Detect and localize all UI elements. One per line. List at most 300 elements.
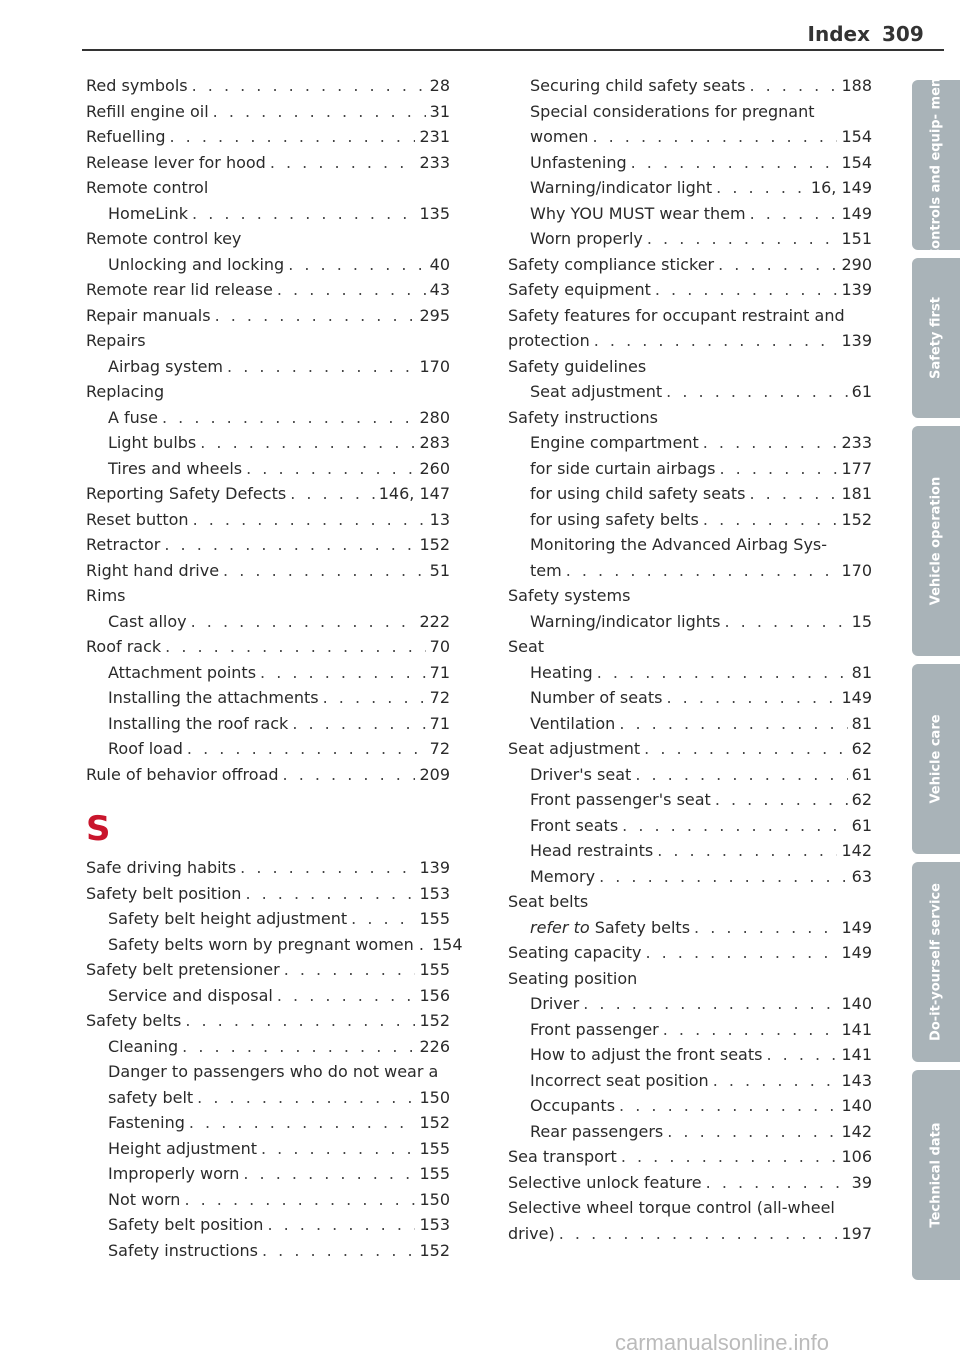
entry-label: Installing the attachments: [108, 688, 319, 707]
leader-dots: [182, 1034, 415, 1060]
leader-dots: [267, 1212, 415, 1238]
index-entry[interactable]: [86, 73, 450, 99]
page-ref[interactable]: 72: [429, 688, 450, 707]
page-ref[interactable]: 40: [429, 254, 450, 274]
leader-dots: [724, 609, 847, 635]
index-entry[interactable]: [508, 1170, 872, 1196]
entry-label: Roof load: [108, 739, 183, 758]
leader-dots: [187, 736, 426, 762]
leader-dots: [292, 711, 425, 737]
entry-label: Number of seats: [530, 688, 663, 707]
index-heading: Seat: [508, 637, 545, 656]
leader-dots: [594, 328, 838, 354]
index-entry[interactable]: [86, 303, 450, 329]
index-entry[interactable]: [86, 507, 450, 533]
leader-dots: [716, 175, 807, 201]
index-heading: Safety systems: [508, 586, 631, 605]
entry-label: Release lever for hood: [86, 152, 266, 172]
page-ref[interactable]: 149: [841, 203, 872, 223]
entry-label: Memory: [530, 866, 596, 886]
leader-dots: [592, 124, 837, 150]
page-ref[interactable]: 154: [841, 152, 872, 172]
entry-label: Ventilation: [530, 713, 616, 733]
index-entry[interactable]: [86, 532, 450, 558]
entry-label: for using child safety seats: [530, 484, 746, 503]
entry-label: Driver: [530, 994, 580, 1013]
leader-dots: [766, 1042, 837, 1068]
index-entry[interactable]: [508, 864, 872, 890]
page-ref[interactable]: 170: [841, 560, 872, 580]
leader-dots: [599, 864, 848, 890]
leader-dots: [223, 558, 426, 584]
entry-label: Safety belts: [86, 1011, 182, 1030]
page-ref[interactable]: 260: [419, 458, 450, 478]
entry-label: Service and disposal: [108, 985, 273, 1005]
leader-dots: [246, 456, 415, 482]
index-entry[interactable]: [86, 1110, 450, 1136]
entry-label: for using safety belts: [530, 509, 699, 529]
page-ref[interactable]: 155: [419, 960, 450, 979]
index-entry[interactable]: [86, 881, 450, 907]
entry-label: Safety belts worn by pregnant women .: [108, 934, 424, 954]
index-entry[interactable]: [86, 456, 450, 482]
cross-reference: refer to: [530, 917, 590, 937]
entry-label: Seat adjustment: [530, 382, 663, 401]
entry-label: Airbag system: [108, 356, 224, 376]
page-ref[interactable]: 155: [419, 1164, 450, 1183]
index-entry[interactable]: [86, 405, 450, 431]
leader-dots: [193, 507, 426, 533]
index-entry[interactable]: [508, 277, 872, 303]
index-entry[interactable]: [508, 481, 872, 507]
index-heading: Safety guidelines: [508, 356, 647, 376]
index-entry[interactable]: [86, 1161, 450, 1187]
entry-label: A fuse: [108, 407, 158, 427]
page-ref[interactable]: 71: [429, 713, 450, 733]
entry-label: Safety equipment: [508, 280, 651, 299]
entry-label: Safety belt position: [86, 883, 242, 903]
page-ref[interactable]: 141: [841, 1019, 872, 1039]
entry-label: Reporting Safety Defects: [86, 484, 287, 503]
page-ref[interactable]: 155: [419, 1138, 450, 1158]
entry-label: [530, 915, 690, 941]
page-ref[interactable]: 153: [419, 883, 450, 903]
tab-label: Vehicle operation: [928, 476, 944, 606]
page-ref[interactable]: 295: [419, 305, 450, 325]
page-ref[interactable]: 142: [841, 841, 872, 860]
index-entry[interactable]: [508, 201, 872, 227]
index-entry[interactable]: [508, 940, 872, 966]
entry-label: Unlocking and locking: [108, 254, 285, 274]
entry-label: drive): [508, 1223, 555, 1243]
entry-label: Safety belt position: [108, 1215, 264, 1234]
page-ref[interactable]: 43: [429, 280, 450, 299]
page-ref[interactable]: 233: [841, 433, 872, 452]
entry-label: How to adjust the front seats: [530, 1045, 763, 1064]
entry-label: Reset button: [86, 509, 189, 529]
index-entry[interactable]: [508, 736, 872, 762]
page-ref[interactable]: 150: [419, 1087, 450, 1107]
index-heading: Replacing: [86, 382, 165, 401]
leader-dots: [621, 1144, 838, 1170]
index-entry[interactable]: [508, 838, 872, 864]
index-heading: Remote control key: [86, 229, 242, 248]
leader-dots: [750, 201, 838, 227]
index-entry[interactable]: [508, 175, 872, 201]
page-ref[interactable]: 16, 149: [810, 178, 872, 197]
entry-label: Repair manuals: [86, 305, 211, 325]
index-entry[interactable]: [508, 507, 872, 533]
tab-label: Controls and equip- ment: [928, 71, 944, 259]
entry-label: Right hand drive: [86, 560, 220, 580]
entry-label: women: [530, 127, 589, 146]
page-ref[interactable]: 151: [841, 229, 872, 248]
section-letter: S: [86, 809, 111, 849]
page-ref[interactable]: 135: [419, 203, 450, 223]
index-entry[interactable]: [508, 609, 872, 635]
leader-dots: [647, 226, 838, 252]
page-ref[interactable]: 152: [841, 509, 872, 529]
index-entry[interactable]: [508, 328, 872, 354]
entry-label: protection: [508, 331, 590, 350]
leader-dots: [213, 99, 426, 125]
entry-label: Worn properly: [530, 229, 643, 248]
page-ref[interactable]: 209: [419, 764, 450, 784]
index-column-left: [86, 73, 463, 1263]
leader-dots: [351, 906, 415, 932]
index-entry[interactable]: [86, 201, 450, 227]
page-ref[interactable]: 72: [429, 739, 450, 758]
leader-dots: [323, 685, 426, 711]
entry-label: HomeLink: [108, 203, 189, 223]
leader-dots: [277, 277, 426, 303]
leader-dots: [270, 150, 416, 176]
index-entry[interactable]: [508, 1119, 872, 1145]
page-ref[interactable]: 231: [419, 127, 450, 146]
index-entry[interactable]: [86, 855, 450, 881]
leader-dots: [619, 1093, 837, 1119]
leader-dots: [197, 1085, 415, 1111]
index-entry[interactable]: [508, 430, 872, 456]
page-ref[interactable]: 140: [841, 994, 872, 1013]
page-ref[interactable]: 152: [419, 1011, 450, 1030]
index-entry[interactable]: [86, 277, 450, 303]
page-ref[interactable]: 149: [841, 943, 872, 962]
page-ref[interactable]: 39: [851, 1172, 872, 1192]
tab-controls[interactable]: [912, 71, 960, 259]
entry-label: Safety belt pretensioner: [86, 960, 280, 979]
leader-dots: [277, 983, 416, 1009]
page-ref[interactable]: 233: [419, 152, 450, 172]
index-entry[interactable]: [86, 99, 450, 125]
leader-dots: [262, 1238, 415, 1264]
entry-label: Safety belt height adjustment: [108, 909, 348, 928]
page-ref[interactable]: 31: [429, 101, 450, 121]
page-ref[interactable]: 283: [419, 433, 450, 452]
entry-label: Selective unlock feature: [508, 1172, 702, 1192]
page-ref[interactable]: 152: [419, 1240, 450, 1260]
page-ref[interactable]: 62: [851, 790, 872, 809]
cross-reference-target: Safety belts: [594, 917, 691, 937]
page-ref[interactable]: 154: [841, 127, 872, 146]
leader-dots: [666, 685, 837, 711]
index-heading: Seating position: [508, 968, 638, 988]
page-ref[interactable]: 152: [419, 1113, 450, 1132]
page-ref[interactable]: 149: [841, 917, 872, 937]
index-entry[interactable]: [508, 150, 872, 176]
index-entry[interactable]: [508, 711, 872, 737]
tab-label: Do-it-yourself service: [928, 883, 944, 1041]
index-entry[interactable]: [508, 762, 872, 788]
page-ref[interactable]: 28: [429, 76, 450, 95]
leader-dots: [566, 558, 838, 584]
index-heading: Special considerations for pregnant: [530, 101, 815, 121]
index-heading: Seat belts: [508, 892, 589, 911]
leader-dots: [703, 430, 838, 456]
page-ref[interactable]: 51: [429, 560, 450, 580]
entry-label: Front passenger: [530, 1019, 659, 1039]
leader-dots: [260, 660, 426, 686]
index-entry[interactable]: [86, 481, 450, 507]
index-heading: Safety instructions: [508, 407, 658, 427]
index-entry[interactable]: [508, 1068, 872, 1094]
leader-dots: [619, 711, 847, 737]
index-entry[interactable]: [86, 660, 450, 686]
index-entry[interactable]: [508, 1017, 872, 1043]
index-entry[interactable]: [86, 609, 450, 635]
leader-dots: [192, 73, 426, 99]
page-ref[interactable]: 280: [419, 407, 450, 427]
leader-dots: [243, 1161, 415, 1187]
index-entry[interactable]: [508, 660, 872, 686]
entry-label: Retractor: [86, 535, 161, 554]
leader-dots: [189, 1110, 416, 1136]
page-ref[interactable]: 13: [429, 509, 450, 529]
tab-technical-data[interactable]: [912, 1070, 960, 1280]
index-entry[interactable]: [508, 1093, 872, 1119]
page-ref[interactable]: 61: [851, 382, 872, 401]
index-entry[interactable]: [508, 813, 872, 839]
leader-dots: [200, 430, 415, 456]
page-ref[interactable]: 155: [419, 909, 450, 928]
index-entry[interactable]: [508, 1144, 872, 1170]
leader-dots: [667, 1119, 837, 1145]
leader-dots: [261, 1136, 415, 1162]
index-column-right: [508, 73, 872, 1246]
leader-dots: [185, 1008, 415, 1034]
index-entry[interactable]: [508, 1221, 872, 1247]
index-entry[interactable]: [86, 957, 450, 983]
page-ref[interactable]: 142: [841, 1121, 872, 1141]
page-ref[interactable]: 154: [431, 934, 463, 954]
entry-label: Seat adjustment: [508, 739, 641, 758]
index-entry[interactable]: [508, 252, 872, 278]
index-heading: Safety features for occupant restraint and: [508, 305, 845, 325]
leader-dots: [559, 1221, 838, 1247]
leader-dots: [713, 1068, 838, 1094]
page-ref[interactable]: 156: [419, 985, 450, 1005]
leader-dots: [170, 124, 416, 150]
entry-label: Installing the roof rack: [108, 713, 289, 733]
index-entry[interactable]: [86, 124, 450, 150]
leader-dots: [240, 855, 415, 881]
index-heading: Remote control: [86, 178, 209, 197]
page-ref[interactable]: 222: [419, 611, 450, 631]
leader-dots: [192, 201, 415, 227]
entry-label: Remote rear lid release: [86, 280, 273, 299]
entry-label: Red symbols: [86, 76, 188, 95]
entry-label: Safety instructions: [108, 1240, 258, 1260]
leader-dots: [715, 787, 848, 813]
page-ref[interactable]: 140: [841, 1096, 872, 1115]
index-entry[interactable]: [508, 124, 872, 150]
index-entry[interactable]: [86, 1034, 450, 1060]
index-entry[interactable]: [86, 1085, 450, 1111]
index-entry[interactable]: [508, 1042, 872, 1068]
entry-label: Front passenger's seat: [530, 790, 711, 809]
entry-label: Refill engine oil: [86, 101, 209, 121]
index-entry[interactable]: [508, 456, 872, 482]
index-entry[interactable]: [86, 1238, 450, 1264]
leader-dots: [288, 252, 425, 278]
index-entry[interactable]: [86, 1008, 450, 1034]
index-entry[interactable]: [86, 1187, 450, 1213]
index-entry[interactable]: [86, 150, 450, 176]
tab-vehicle-operation[interactable]: [912, 426, 960, 656]
index-heading: Selective wheel torque control (all-wheel: [508, 1198, 835, 1217]
index-entry[interactable]: [508, 226, 872, 252]
tab-do-it-yourself[interactable]: [912, 862, 960, 1062]
entry-label: Cast alloy: [108, 611, 187, 631]
entry-label: Warning/indicator lights: [530, 611, 721, 631]
page-ref[interactable]: 188: [841, 76, 872, 95]
index-entry[interactable]: [508, 558, 872, 584]
page-ref[interactable]: 170: [419, 356, 450, 376]
index-entry[interactable]: [86, 1212, 450, 1238]
leader-dots: [645, 940, 837, 966]
leader-dots: [718, 252, 837, 278]
entry-label: Seating capacity: [508, 943, 642, 962]
leader-dots: [750, 481, 838, 507]
entry-label: Heating: [530, 662, 593, 682]
page-ref[interactable]: 150: [419, 1189, 450, 1209]
page-ref[interactable]: 139: [841, 331, 872, 350]
entry-label: Not worn: [108, 1189, 181, 1209]
page-ref[interactable]: 177: [841, 458, 872, 478]
index-entry[interactable]: [86, 983, 450, 1009]
page-ref[interactable]: 106: [841, 1147, 872, 1166]
entry-label: Height adjustment: [108, 1138, 257, 1158]
index-entry[interactable]: [508, 73, 872, 99]
leader-dots: [644, 736, 847, 762]
page-ref[interactable]: 62: [851, 739, 872, 758]
page-ref[interactable]: 152: [419, 535, 450, 554]
leader-dots: [191, 609, 416, 635]
index-entry[interactable]: [508, 685, 872, 711]
page-ref[interactable]: 141: [841, 1045, 872, 1064]
tab-safety[interactable]: [912, 258, 960, 418]
page-ref[interactable]: 290: [841, 254, 872, 274]
entry-label: safety belt: [108, 1087, 194, 1107]
entry-label: for side curtain airbags: [530, 458, 716, 478]
tab-label: Technical data: [928, 1122, 944, 1228]
entry-label: Attachment points: [108, 662, 257, 682]
index-entry[interactable]: [508, 915, 872, 941]
index-entry[interactable]: [86, 252, 450, 278]
leader-dots: [703, 507, 838, 533]
entry-label: Safe driving habits: [86, 858, 237, 877]
leader-dots: [227, 354, 415, 380]
index-entry[interactable]: [86, 711, 450, 737]
entry-label: Improperly worn: [108, 1164, 240, 1183]
page-number: 309: [882, 22, 924, 46]
leader-dots: [749, 73, 837, 99]
entry-label: Tires and wheels: [108, 458, 243, 478]
index-entry[interactable]: [86, 906, 450, 932]
entry-label: Rear passengers: [530, 1121, 664, 1141]
page-ref[interactable]: 143: [841, 1070, 872, 1090]
entry-label: Securing child safety seats: [530, 76, 746, 95]
leader-dots: [162, 405, 415, 431]
tab-vehicle-care[interactable]: [912, 664, 960, 854]
page-ref[interactable]: 153: [419, 1215, 450, 1234]
page-ref[interactable]: 71: [429, 662, 450, 682]
entry-label: Why YOU MUST wear them: [530, 203, 746, 223]
page-ref[interactable]: 81: [851, 662, 872, 682]
leader-dots: [706, 1170, 848, 1196]
entry-label: Cleaning: [108, 1036, 179, 1056]
leader-dots: [164, 532, 415, 558]
index-entry[interactable]: [508, 787, 872, 813]
page-ref[interactable]: 149: [841, 688, 872, 707]
page-ref[interactable]: 81: [851, 713, 872, 733]
entry-label: Refuelling: [86, 127, 166, 146]
page-ref[interactable]: 63: [851, 866, 872, 886]
page-ref[interactable]: 15: [851, 611, 872, 631]
page-ref[interactable]: 70: [429, 637, 450, 656]
leader-dots: [666, 379, 847, 405]
page-ref[interactable]: 139: [419, 858, 450, 877]
entry-label: Front seats: [530, 815, 619, 835]
entry-label: Warning/indicator light: [530, 178, 713, 197]
page-ref[interactable]: 181: [841, 484, 872, 503]
index-entry[interactable]: [86, 932, 463, 958]
index-entry[interactable]: [86, 558, 450, 584]
page-ref[interactable]: 61: [851, 764, 872, 784]
leader-dots: [694, 915, 837, 941]
page-ref[interactable]: 61: [851, 815, 872, 835]
leader-dots: [635, 762, 847, 788]
index-entry[interactable]: [508, 991, 872, 1017]
leader-dots: [655, 277, 838, 303]
index-entry[interactable]: [86, 1136, 450, 1162]
page-ref[interactable]: 139: [841, 280, 872, 299]
index-entry[interactable]: [86, 430, 450, 456]
leader-dots: [184, 1187, 415, 1213]
index-entry[interactable]: [86, 634, 450, 660]
index-entry[interactable]: [508, 379, 872, 405]
leader-dots: [215, 303, 416, 329]
page-ref[interactable]: 197: [841, 1223, 872, 1243]
index-entry[interactable]: [86, 685, 450, 711]
leader-dots: [597, 660, 848, 686]
index-entry[interactable]: [86, 762, 450, 788]
page-ref[interactable]: 226: [419, 1036, 450, 1056]
index-entry[interactable]: [86, 354, 450, 380]
index-entry[interactable]: [86, 736, 450, 762]
leader-dots: [283, 762, 416, 788]
page-ref[interactable]: 146, 147: [378, 484, 450, 503]
